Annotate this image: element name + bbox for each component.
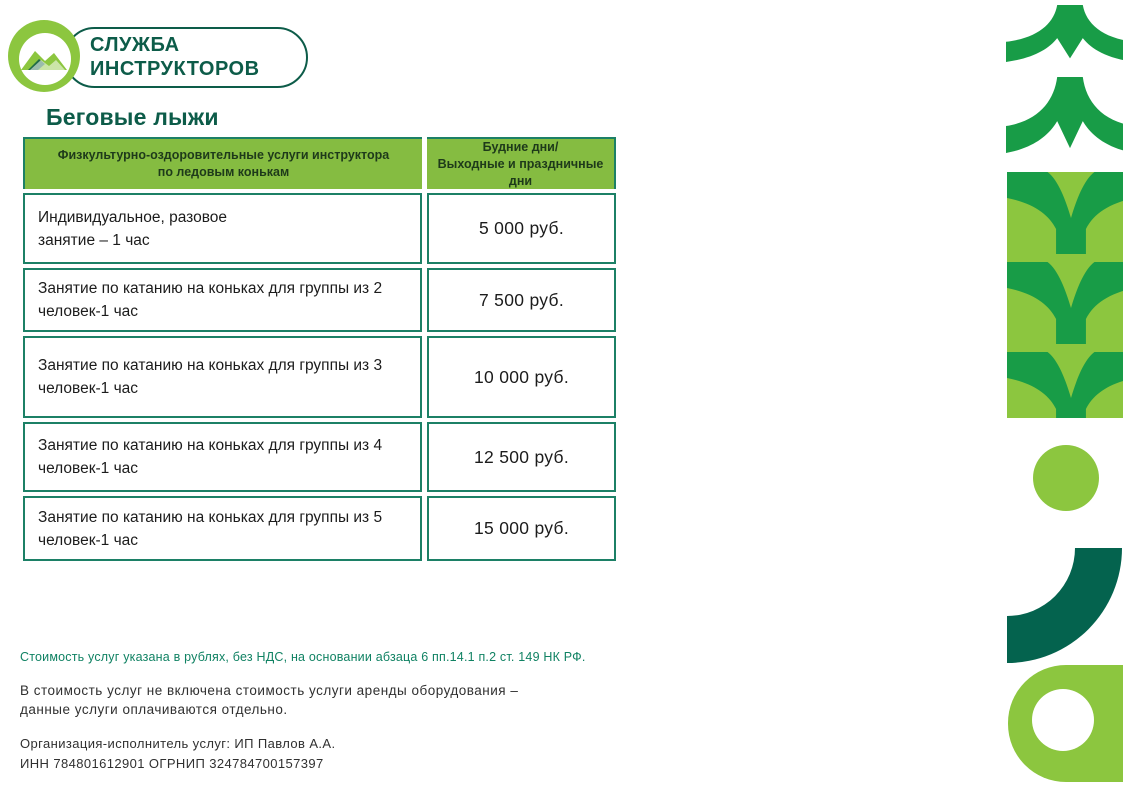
note-equipment: В стоимость услуг не включена стоимость услуги аренды оборудования – данные услуги оплачиваются отдельно.	[20, 683, 519, 717]
tulip-motif-icon	[1007, 352, 1123, 418]
note-tax: Стоимость услуг указана в рублях, без НДС, на основании абзаца 6 пп.14.1 п.2 ст. 149 НК РФ.	[20, 650, 586, 664]
table-row-price: 12 500 руб.	[427, 422, 616, 492]
donut-hole	[1032, 689, 1094, 751]
table-header-service: Физкультурно-оздоровительные услуги инструктора по ледовым конькам	[23, 137, 422, 189]
table-header-days: Будние дни/ Выходные и праздничные дни	[427, 137, 616, 189]
page-title: Беговые лыжи	[46, 104, 219, 130]
table-row-service: Индивидуальное, разовое занятие – 1 час	[23, 193, 422, 264]
table-row-price: 5 000 руб.	[427, 193, 616, 264]
logo-line2: ИНСТРУКТОРОВ	[90, 58, 260, 80]
footnotes	[20, 650, 620, 773]
tulip-motif-icon	[1007, 172, 1123, 254]
table-row-price: 10 000 руб.	[427, 336, 616, 418]
instructor-service-logo	[8, 20, 80, 92]
quarter-ring-shape	[1007, 548, 1123, 663]
tulip-motif-icon	[1007, 262, 1123, 344]
table-row-price: 15 000 руб.	[427, 496, 616, 561]
logo-line1: СЛУЖБА	[90, 34, 180, 56]
chevron-up-icon	[1006, 5, 1123, 62]
logo-wordmark	[90, 33, 260, 81]
circle-shape	[1033, 445, 1099, 511]
tulip-motif-block	[1007, 172, 1123, 418]
chevron-up-icon	[1006, 77, 1123, 153]
note-organization: Организация-исполнитель услуг: ИП Павлов А.А. ИНН 784801612901 ОГРНИП 324784700157397	[20, 736, 336, 771]
table-row-service: Занятие по катанию на коньках для группы из 4 человек-1 час	[23, 422, 422, 492]
table-row-price: 7 500 руб.	[427, 268, 616, 332]
table-row-service: Занятие по катанию на коньках для группы из 2 человек-1 час	[23, 268, 422, 332]
rounded-square-shape	[1008, 665, 1123, 782]
table-row-service: Занятие по катанию на коньках для группы из 3 человек-1 час	[23, 336, 422, 418]
price-table	[23, 137, 619, 561]
table-row-service: Занятие по катанию на коньках для группы из 5 человек-1 час	[23, 496, 422, 561]
